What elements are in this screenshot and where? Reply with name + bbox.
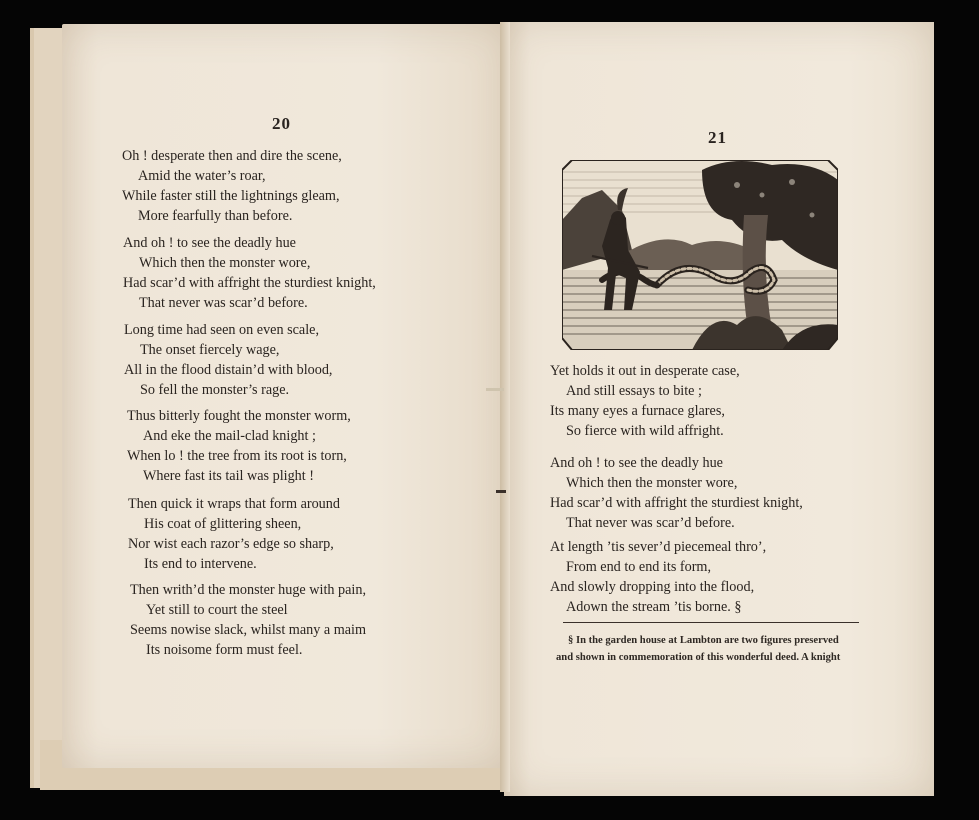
verse-line: All in the flood distain’d with blood, <box>124 362 333 378</box>
footnote-rule <box>563 622 859 623</box>
verse-line: Its noisome form must feel. <box>146 642 303 658</box>
verse-line: Yet still to court the steel <box>146 602 288 618</box>
footnote-line: § In the garden house at Lambton are two figures preserved <box>568 635 839 646</box>
verse-line: And oh ! to see the deadly hue <box>123 235 296 251</box>
verse-line: So fierce with wild affright. <box>566 423 724 439</box>
left-stanza-6 <box>130 580 366 660</box>
verse-line: More fearfully than before. <box>138 208 293 224</box>
binding-thread <box>486 388 504 391</box>
left-stanza-2 <box>123 233 376 313</box>
verse-line: Amid the water’s roar, <box>138 168 266 184</box>
left-stanza-3 <box>124 320 332 400</box>
binding-thread-shadow <box>496 490 506 493</box>
verse-line: Which then the monster wore, <box>139 255 311 271</box>
verse-line: From end to end its form, <box>566 559 712 575</box>
verse-line: When lo ! the tree from its root is torn, <box>127 448 347 464</box>
verse-line: Oh ! desperate then and dire the scene, <box>122 148 342 164</box>
verse-line: And still essays to bite ; <box>566 383 702 399</box>
verse-line: Its end to intervene. <box>144 556 257 572</box>
verse-line: And eke the mail-clad knight ; <box>143 428 316 444</box>
verse-line: Yet holds it out in desperate case, <box>550 363 740 379</box>
page-number-right: 21 <box>708 128 727 147</box>
verse-line: And slowly dropping into the flood, <box>550 579 755 595</box>
verse-line: Where fast its tail was plight ! <box>143 468 314 484</box>
verse-line: Thus bitterly fought the monster worm, <box>127 408 351 424</box>
verse-line: And oh ! to see the deadly hue <box>550 455 723 471</box>
verse-line: Then writh’d the monster huge with pain, <box>130 582 367 598</box>
verse-line: While faster still the lightnings gleam, <box>122 188 340 204</box>
verse-line: Adown the stream ’tis borne. § <box>566 599 742 615</box>
verse-line: Its many eyes a furnace glares, <box>550 403 725 419</box>
footnote-line: and shown in commemoration of this wonderful deed. A knight <box>556 652 841 663</box>
verse-line: Long time had seen on even scale, <box>124 322 320 338</box>
verse-line: At length ’tis sever’d piecemeal thro’, <box>550 539 767 555</box>
right-stanza-1 <box>550 361 740 441</box>
verse-line: Had scar’d with affright the sturdiest knight, <box>123 275 376 291</box>
left-stanza-4 <box>127 406 351 486</box>
right-stanza-3 <box>550 537 766 617</box>
right-stanza-2 <box>550 453 803 533</box>
footnote <box>556 632 872 666</box>
verse-line: That never was scar’d before. <box>566 515 735 531</box>
verse-line: Seems nowise slack, whilst many a maim <box>130 622 367 638</box>
verse-line: That never was scar’d before. <box>139 295 308 311</box>
verse-line: Then quick it wraps that form around <box>128 496 340 512</box>
verse-line: Which then the monster wore, <box>566 475 738 491</box>
verse-line: Had scar’d with affright the sturdiest knight, <box>550 495 803 511</box>
left-stanza-1 <box>122 146 342 226</box>
verse-line: So fell the monster’s rage. <box>140 382 290 398</box>
page-number-left: 20 <box>272 114 291 133</box>
verse-line: Nor wist each razor’s edge so sharp, <box>128 536 334 552</box>
woodcut-illustration <box>562 160 838 350</box>
left-stanza-5 <box>128 494 340 574</box>
verse-line: The onset fiercely wage, <box>140 342 280 358</box>
verse-line: His coat of glittering sheen, <box>144 516 302 532</box>
book-gutter <box>500 22 510 792</box>
